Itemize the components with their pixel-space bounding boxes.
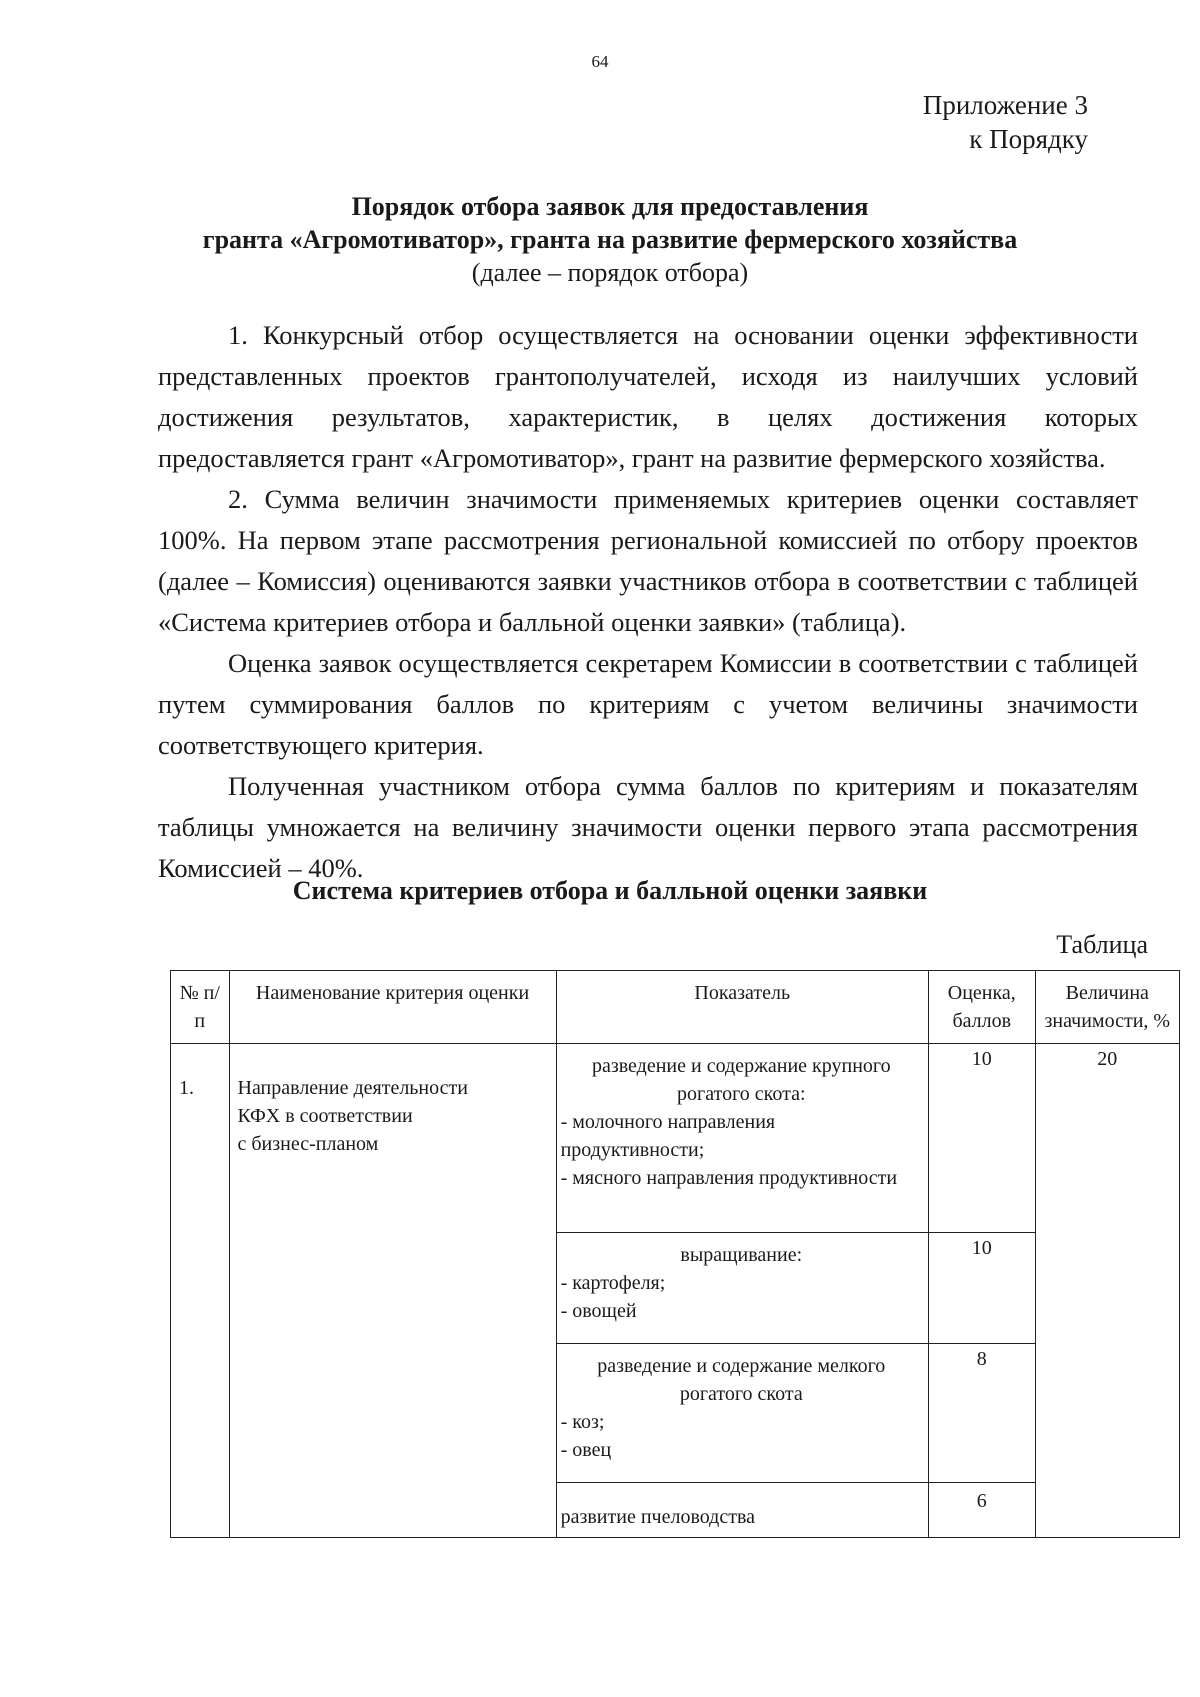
header-criterion-name: Наименование критерия оценки — [229, 971, 556, 1044]
title-line-2: гранта «Агромотиватор», гранта на развитие фермерского хозяйства — [202, 225, 1018, 254]
page-number: 64 — [591, 52, 609, 71]
paragraph-4: Полученная участником отбора сумма баллов по критериям и показателям таблицы умножается на величину значимости оценки первого этапа рассмотрения Комиссией – 40%. — [158, 771, 1138, 883]
criterion-name: Направление деятельности КФХ в соответствии с бизнес-планом — [229, 1044, 556, 1538]
body-text — [158, 315, 1138, 889]
paragraph-2: 2. Сумма величин значимости применяемых критериев оценки составляет 100%. На первом этапе рассмотрения региональной комиссией по отбору проектов (далее – Комиссия) оцениваются заявки участников отбора в соответствии с таблицей «Система критериев отбора и балльной оценки заявки» (таблица). — [158, 484, 1138, 637]
score-cell: 10 — [928, 1233, 1035, 1344]
score-cell: 8 — [928, 1344, 1035, 1483]
indicator-cell — [556, 1483, 928, 1538]
table-caption: Таблица — [1056, 930, 1148, 959]
indicator-item: - молочного направления продуктивности; — [560, 1111, 776, 1161]
header-weight: Величина значимости, % — [1035, 971, 1179, 1044]
table-header-row — [171, 971, 1180, 1044]
table-title: Система критериев отбора и балльной оценки заявки — [292, 876, 928, 905]
indicator-cell — [556, 1344, 928, 1483]
indicator-item: развитие пчеловодства — [560, 1506, 756, 1528]
indicator-head: разведение и содержание крупного рогатого скота: — [591, 1055, 891, 1105]
header-indicator: Показатель — [556, 971, 928, 1044]
score-cell: 10 — [928, 1044, 1035, 1233]
indicator-cell — [556, 1233, 928, 1344]
header-num: № п/п — [171, 971, 230, 1044]
header-score: Оценка, баллов — [928, 971, 1035, 1044]
indicator-cell — [556, 1044, 928, 1233]
indicator-item: - коз; — [560, 1411, 605, 1433]
criteria-table — [170, 970, 1180, 1538]
score-cell: 6 — [928, 1483, 1035, 1538]
indicator-head: выращивание: — [680, 1244, 803, 1266]
document-title — [150, 190, 1070, 289]
appendix-line-2: к Порядку — [969, 124, 1088, 154]
title-line-1: Порядок отбора заявок для предоставления — [351, 192, 869, 221]
row-num: 1. — [171, 1044, 230, 1538]
indicator-item: - овец — [560, 1439, 612, 1461]
weight-cell: 20 — [1035, 1044, 1179, 1538]
indicator-item: - овощей — [560, 1300, 637, 1322]
indicator-item: - картофеля; — [560, 1272, 666, 1294]
indicator-item: - мясного направления продуктивности — [560, 1167, 898, 1189]
appendix-label — [923, 88, 1088, 156]
indicator-head: разведение и содержание мелкого рогатого скота — [597, 1355, 886, 1405]
appendix-line-1: Приложение 3 — [922, 90, 1088, 120]
table-row — [171, 1044, 1180, 1233]
title-line-3: (далее – порядок отбора) — [471, 258, 749, 287]
paragraph-1: 1. Конкурсный отбор осуществляется на основании оценки эффективности представленных проектов грантополучателей, исходя из наилучших условий достижения результатов, характеристик, в целях достижения которых предоставляется грант «Агромотиватор», грант на развитие фермерского хозяйства. — [158, 320, 1138, 473]
paragraph-3: Оценка заявок осуществляется секретарем Комиссии в соответствии с таблицей путем суммирования баллов по критериям с учетом величины значимости соответствующего критерия. — [158, 648, 1138, 760]
